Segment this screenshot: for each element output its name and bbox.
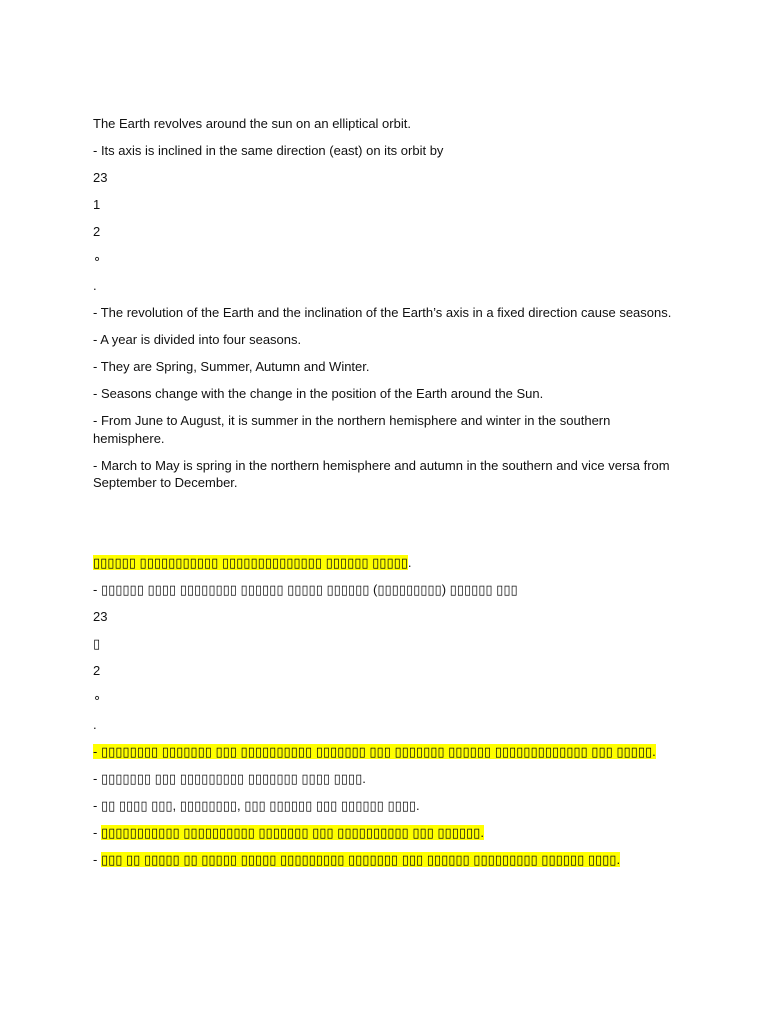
- paragraph-season-names: - They are Spring, Summer, Autumn and Winter.: [93, 359, 370, 374]
- paragraph-seasons-cause: - The revolution of the Earth and the inclination of the Earth’s axis in a fixed direction cause seasons.: [93, 305, 672, 320]
- paragraph-season-change: - Seasons change with the change in the position of the Earth around the Sun.: [93, 386, 544, 401]
- document-body: [93, 115, 678, 878]
- paragraph-axis: - Its axis is inclined in the same direction (east) on its orbit by: [93, 143, 444, 158]
- translated-fraction-denominator: 2: [93, 663, 101, 678]
- translated-seasons-cause: [93, 743, 678, 761]
- translated-axis: - ▯▯▯▯▯▯ ▯▯▯▯ ▯▯▯▯▯▯▯▯ ▯▯▯▯▯▯ ▯▯▯▯▯ ▯▯▯▯▯▯ (▯▯▯▯▯▯▯▯▯) ▯▯▯▯▯▯ ▯▯▯: [93, 582, 518, 597]
- translated-season-names: - ▯▯ ▯▯▯▯ ▯▯▯, ▯▯▯▯▯▯▯▯, ▯▯▯ ▯▯▯▯▯▯ ▯▯▯ ▯▯▯▯▯▯ ▯▯▯▯.: [93, 798, 420, 813]
- degree-symbol: ∘: [93, 251, 102, 266]
- translated-june-august: [93, 851, 678, 869]
- highlighted-text: ▯▯▯▯▯▯ ▯▯▯▯▯▯▯▯▯▯▯ ▯▯▯▯▯▯▯▯▯▯▯▯▯▯ ▯▯▯▯▯▯ ▯▯▯▯▯: [93, 555, 408, 570]
- translated-season-change: [93, 824, 678, 842]
- dash-prefix: -: [93, 825, 101, 840]
- translated-period-line: .: [93, 717, 97, 732]
- translated-degree-symbol: ∘: [93, 690, 102, 705]
- highlighted-text: ▯▯▯▯▯▯▯▯ ▯▯▯▯▯▯▯ ▯▯▯ ▯▯▯▯▯▯▯▯▯▯ ▯▯▯▯▯▯▯ ▯▯▯ ▯▯▯▯▯▯▯ ▯▯▯▯▯▯ ▯▯▯▯▯▯▯▯▯▯▯▯▯ ▯▯▯ ▯▯▯▯▯: [100, 744, 653, 759]
- dash-prefix: -: [93, 852, 101, 867]
- translated-intro: [93, 554, 678, 572]
- fraction-whole: 23: [93, 170, 108, 185]
- translated-four-seasons: - ▯▯▯▯▯▯▯ ▯▯▯ ▯▯▯▯▯▯▯▯▯ ▯▯▯▯▯▯▯ ▯▯▯▯ ▯▯▯▯.: [93, 771, 366, 786]
- sentence-end: .: [407, 555, 412, 570]
- period-line: .: [93, 278, 97, 293]
- paragraph-four-seasons: - A year is divided into four seasons.: [93, 332, 302, 347]
- highlighted-text: ▯▯▯▯▯▯▯▯▯▯▯ ▯▯▯▯▯▯▯▯▯▯ ▯▯▯▯▯▯▯ ▯▯▯ ▯▯▯▯▯▯▯▯▯▯ ▯▯▯ ▯▯▯▯▯▯: [100, 825, 481, 840]
- paragraph-june-august: - From June to August, it is summer in the northern hemisphere and winter in the southern hemisphere.: [93, 413, 611, 446]
- translated-fraction-numerator: ▯: [93, 636, 101, 651]
- translated-fraction-whole: 23: [93, 609, 108, 624]
- highlighted-text: ▯▯▯ ▯▯ ▯▯▯▯▯ ▯▯ ▯▯▯▯▯ ▯▯▯▯▯ ▯▯▯▯▯▯▯▯▯ ▯▯▯▯▯▯▯ ▯▯▯ ▯▯▯▯▯▯ ▯▯▯▯▯▯▯▯▯ ▯▯▯▯▯▯ ▯▯▯▯: [100, 852, 617, 867]
- sentence-end: .: [652, 744, 656, 759]
- highlighted-dash: -: [93, 744, 101, 759]
- paragraph-intro: The Earth revolves around the sun on an elliptical orbit.: [93, 116, 411, 131]
- fraction-numerator: 1: [93, 197, 101, 212]
- sentence-end: .: [480, 825, 484, 840]
- section-spacer: [93, 501, 678, 554]
- fraction-denominator: 2: [93, 224, 101, 239]
- paragraph-march-may: - March to May is spring in the northern hemisphere and autumn in the southern and vice versa from September to December.: [93, 457, 670, 490]
- sentence-end: .: [616, 852, 621, 867]
